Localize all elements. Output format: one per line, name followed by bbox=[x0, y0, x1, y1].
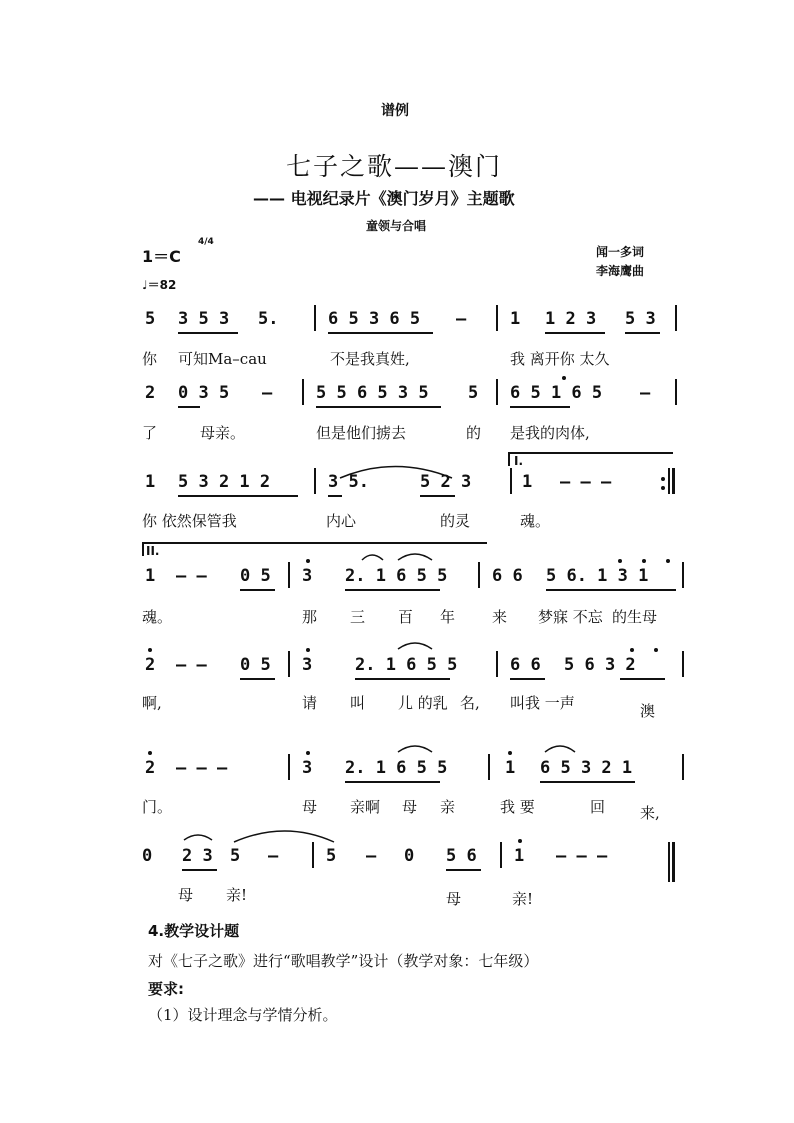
note-group: – – bbox=[176, 655, 207, 675]
note-group: – – bbox=[176, 566, 207, 586]
note-group: 0 5 bbox=[240, 655, 271, 675]
slur-arc bbox=[398, 643, 432, 649]
song-subtitle: —— 电视纪录片《澳门岁月》主题歌 bbox=[253, 189, 515, 208]
lyric: 不是我真姓, bbox=[330, 350, 410, 368]
note-group: 6 6 bbox=[510, 655, 541, 675]
lyric: 亲 bbox=[440, 798, 456, 816]
volta-label-2: II. bbox=[146, 544, 160, 558]
lyric: 梦寐 不忘 bbox=[538, 608, 603, 626]
tempo-marking: ♩＝82 bbox=[142, 278, 177, 292]
lyric: 你 bbox=[142, 350, 158, 368]
note-group: – – – bbox=[560, 472, 612, 492]
note-group: – bbox=[268, 846, 279, 866]
lyric: 名, bbox=[460, 694, 480, 712]
lyric: 但是他们掳去 bbox=[316, 424, 407, 442]
lyric: 那 bbox=[302, 608, 318, 626]
lyricist-credit: 闻一多词 bbox=[596, 245, 645, 259]
performance-type: 童领与合唱 bbox=[366, 219, 427, 233]
note-group: 0 3 5 bbox=[178, 383, 230, 403]
note-group: – bbox=[640, 383, 651, 403]
note-group: 6 5 3 2 1 bbox=[540, 758, 633, 778]
section-heading: 4.教学设计题 bbox=[148, 922, 240, 940]
slur-arc bbox=[362, 555, 383, 560]
note-group: 3 bbox=[302, 758, 313, 778]
lyric: 啊, bbox=[142, 694, 162, 712]
lyric: 年 bbox=[440, 608, 456, 626]
lyric: 亲啊 bbox=[350, 798, 381, 816]
lyric: 叫 bbox=[350, 694, 366, 712]
lyric: 魂。 bbox=[520, 512, 551, 530]
task-description: 对《七子之歌》进行“歌唱教学”设计（教学对象：七年级） bbox=[148, 952, 539, 970]
slur-arc bbox=[545, 746, 575, 752]
lyric: 了 bbox=[142, 424, 158, 442]
note-group: 5 5 6 5 3 5 bbox=[316, 383, 429, 403]
note-group: 1 bbox=[510, 309, 521, 329]
note-group: 5 3 2 1 2 bbox=[178, 472, 271, 492]
lyric: 亲! bbox=[512, 890, 534, 908]
note-group: 5 2 3 bbox=[420, 472, 472, 492]
lyric: 请 bbox=[302, 694, 318, 712]
note-group: 5 6. 1 3 1 bbox=[546, 566, 649, 586]
note-group: 3 bbox=[302, 655, 313, 675]
tie-arc bbox=[340, 467, 452, 479]
composer-credit: 李海鹰曲 bbox=[596, 264, 645, 278]
lyric: 母 bbox=[402, 798, 418, 816]
note-group: 1 bbox=[522, 472, 533, 492]
lyric: 来, bbox=[640, 804, 660, 822]
lyric: 三 bbox=[350, 608, 366, 626]
requirements-label: 要求: bbox=[148, 980, 184, 998]
lyric: 的灵 bbox=[440, 512, 471, 530]
note-group: 3 bbox=[302, 566, 313, 586]
key-signature: 1＝C bbox=[142, 247, 181, 266]
note-group: 0 bbox=[404, 846, 415, 866]
lyric: 母 bbox=[178, 886, 194, 904]
note-group: 0 5 bbox=[240, 566, 271, 586]
note-group: 6 6 bbox=[492, 566, 523, 586]
note-group: 0 bbox=[142, 846, 153, 866]
note-group: 2 bbox=[145, 655, 156, 675]
slur-arc bbox=[184, 835, 212, 840]
note-group: 5 3 bbox=[625, 309, 656, 329]
slur-arc bbox=[398, 746, 432, 752]
note-group: 5 bbox=[145, 309, 156, 329]
lyric: 内心 bbox=[326, 512, 357, 530]
note-group: 5 bbox=[326, 846, 337, 866]
lyric: 母 bbox=[446, 890, 462, 908]
slur-arc bbox=[398, 554, 432, 560]
lyric: 可知Ma–cau bbox=[178, 350, 267, 368]
note-group: 5 6 bbox=[446, 846, 477, 866]
lyric: 来 bbox=[492, 608, 508, 626]
lyric: 儿 的乳 bbox=[398, 694, 448, 712]
page-header: 谱例 bbox=[381, 103, 409, 119]
note-group: 1 bbox=[514, 846, 525, 866]
requirement-item-1: （1）设计理念与学情分析。 bbox=[148, 1006, 338, 1024]
note-group: – – – bbox=[556, 846, 608, 866]
lyric: 你 依然保管我 bbox=[142, 512, 237, 530]
lyric: 回 bbox=[590, 798, 606, 816]
tie-arc bbox=[234, 831, 334, 842]
note-group: 2 bbox=[145, 383, 156, 403]
lyric: 亲! bbox=[226, 886, 248, 904]
lyric: 我 离开你 太久 bbox=[510, 350, 610, 368]
note-group: 5 6 3 2 bbox=[564, 655, 636, 675]
lyric: 是我的肉体, bbox=[510, 424, 590, 442]
note-group: 2 3 bbox=[182, 846, 213, 866]
lyric: 母 bbox=[302, 798, 318, 816]
note-group: 3 5 3 bbox=[178, 309, 230, 329]
lyric: 百 bbox=[398, 608, 414, 626]
note-group: 1 bbox=[145, 566, 156, 586]
note-group: – bbox=[366, 846, 377, 866]
lyric: 叫我 一声 bbox=[510, 694, 575, 712]
note-group: – bbox=[262, 383, 273, 403]
note-group: 2. 1 6 5 5 bbox=[345, 758, 448, 778]
lyric: 魂。 bbox=[142, 608, 173, 626]
note-group: 2 bbox=[145, 758, 156, 778]
note-group: – bbox=[456, 309, 467, 329]
volta-label-1: I. bbox=[514, 454, 524, 468]
note-group: 1 bbox=[145, 472, 156, 492]
lyric: 的 bbox=[466, 424, 482, 442]
lyric: 澳 bbox=[640, 702, 656, 720]
lyric: 我 要 bbox=[500, 798, 535, 816]
note-group: 2. 1 6 5 5 bbox=[345, 566, 448, 586]
note-group: 5. bbox=[258, 309, 279, 329]
note-group: 5 bbox=[230, 846, 241, 866]
song-title: 七子之歌——澳门 bbox=[286, 152, 503, 181]
note-group: 6 5 1 6 5 bbox=[510, 383, 603, 403]
lyric: 母亲。 bbox=[200, 424, 246, 442]
note-group: 6 5 3 6 5 bbox=[328, 309, 421, 329]
note-group: 2. 1 6 5 5 bbox=[355, 655, 458, 675]
lyric: 的生母 bbox=[612, 608, 658, 626]
note-group: 1 bbox=[505, 758, 516, 778]
note-group: 1 2 3 bbox=[545, 309, 597, 329]
time-signature-value: 4/4 bbox=[198, 237, 214, 247]
lyric: 门。 bbox=[142, 798, 173, 816]
note-group: – – – bbox=[176, 758, 228, 778]
note-group: 3 5. bbox=[328, 472, 369, 492]
note-group: 5 bbox=[468, 383, 479, 403]
